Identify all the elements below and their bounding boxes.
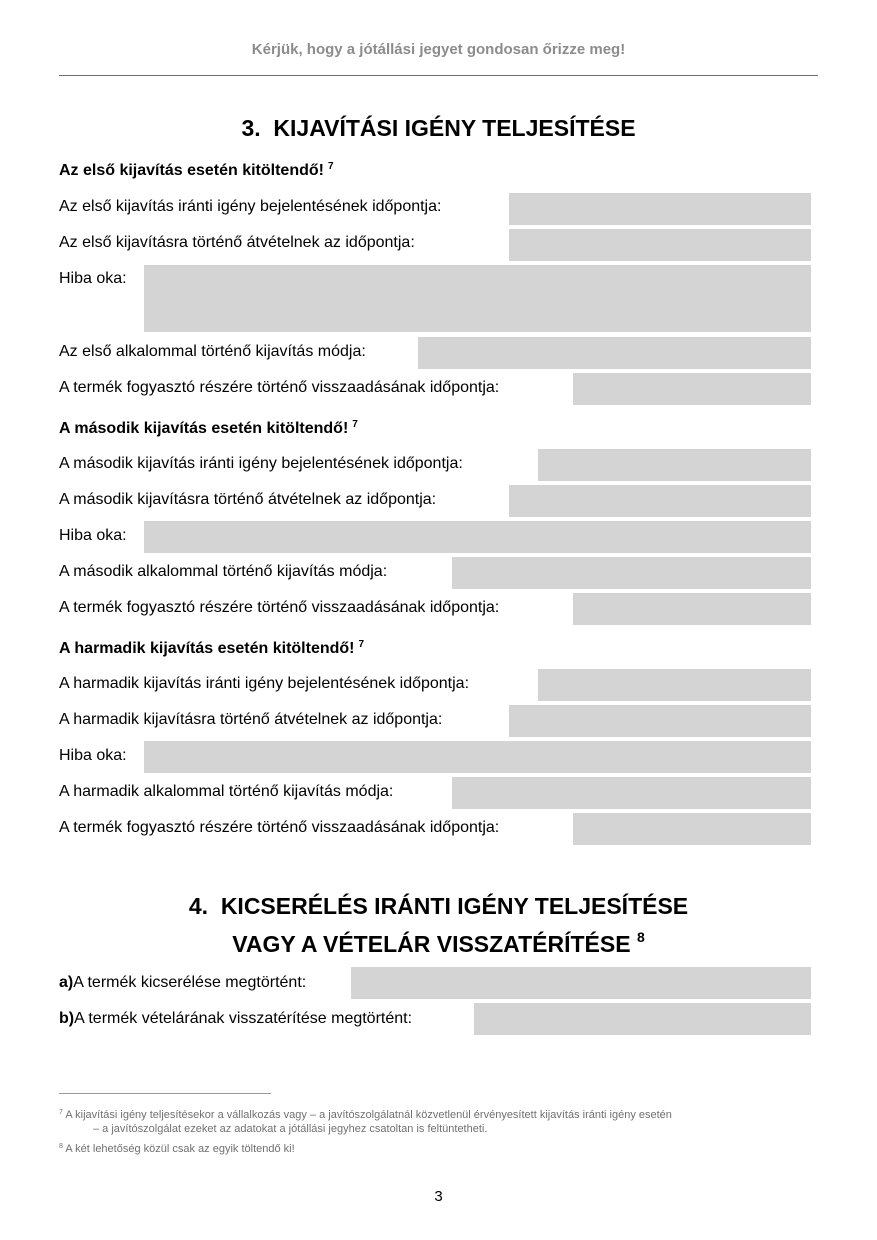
repair-3-method-label: A harmadik alkalommal történő kijavítás módja: [59, 783, 394, 800]
section-4-number: 4. [188, 893, 209, 919]
repair-2-report-date-label: A második kijavítás iránti igény bejelentésének időpontja: [59, 455, 463, 472]
footnote-ref: 7 [327, 161, 334, 172]
repair-1-receipt-date-label: Az első kijavításra történő átvételnek az időpontja: [59, 234, 415, 251]
repair-3-return-date-label: A termék fogyasztó részére történő visszaadásának időpontja: [59, 819, 500, 836]
repair-2-heading-text: A második kijavítás esetén kitöltendő! [59, 420, 349, 437]
repair-1-fault-cause-field[interactable] [144, 265, 811, 332]
repair-3-heading [59, 639, 364, 658]
repair-1-heading-text: Az első kijavítás esetén kitöltendő! [59, 162, 324, 179]
footnote-ref: 8 [636, 929, 645, 945]
option-b-marker: b) [59, 1010, 75, 1027]
repair-3-return-date-field[interactable] [573, 813, 811, 845]
repair-3-report-date-label: A harmadik kijavítás iránti igény bejelentésének időpontja: [59, 675, 470, 692]
option-a-marker: a) [59, 974, 74, 991]
section-4-title [0, 891, 877, 960]
repair-1-return-date-field[interactable] [573, 373, 811, 405]
repair-2-method-field[interactable] [452, 557, 811, 589]
section-3-title [0, 113, 877, 144]
footnote-ref: 7 [352, 419, 358, 430]
footnote-8-text: A két lehetőség közül csak az egyik töltendő ki! [65, 1143, 295, 1155]
header-note: Kérjük, hogy a jótállási jegyet gondosan őrizze meg! [251, 41, 626, 58]
repair-1-method-field[interactable] [418, 337, 811, 369]
footnote-7-line-2: – a javítószolgálat ezeket az adatokat a jótállási jegyhez csatoltan is feltüntetheti. [93, 1123, 488, 1135]
repair-1-report-date-label: Az első kijavítás iránti igény bejelentésének időpontja: [59, 198, 442, 215]
repair-2-fault-cause-label: Hiba oka: [59, 527, 127, 544]
option-a-field[interactable] [351, 967, 811, 999]
footnote-8 [59, 1140, 799, 1156]
section-4-title-text-2: VAGY A VÉTELÁR VISSZATÉRÍTÉSE [232, 931, 631, 957]
option-b-label [59, 1010, 412, 1028]
option-a-text: A termék kicserélése megtörtént: [73, 974, 307, 991]
repair-3-heading-text: A harmadik kijavítás esetén kitöltendő! [59, 640, 355, 657]
section-3-title-text: KIJAVÍTÁSI IGÉNY TELJESÍTÉSE [273, 115, 636, 141]
page-number: 3 [434, 1188, 443, 1205]
footnote-7 [59, 1106, 799, 1136]
option-a-label [59, 974, 306, 992]
repair-1-return-date-label: A termék fogyasztó részére történő visszaadásának időpontja: [59, 379, 500, 396]
repair-1-receipt-date-field[interactable] [509, 229, 811, 261]
repair-2-return-date-label: A termék fogyasztó részére történő visszaadásának időpontja: [59, 599, 500, 616]
footnote-7-line-1: A kijavítási igény teljesítésekor a vállalkozás vagy – a javítószolgálatnál közvetlenül érvényesített kijavítás iránti igény esetén [65, 1109, 672, 1121]
repair-2-heading [59, 419, 358, 438]
section-4-title-text-1: KICSERÉLÉS IRÁNTI IGÉNY TELJESÍTÉSE [220, 893, 689, 919]
repair-1-report-date-field[interactable] [509, 193, 811, 225]
option-b-text: A termék vételárának visszatérítése megtörtént: [74, 1010, 413, 1027]
repair-3-fault-cause-label: Hiba oka: [59, 747, 127, 764]
repair-2-report-date-field[interactable] [538, 449, 811, 481]
repair-2-receipt-date-field[interactable] [509, 485, 811, 517]
repair-1-method-label: Az első alkalommal történő kijavítás módja: [59, 343, 366, 360]
footnote-7-ref: 7 [59, 1109, 63, 1116]
repair-3-receipt-date-field[interactable] [509, 705, 811, 737]
option-b-field[interactable] [474, 1003, 811, 1035]
repair-2-return-date-field[interactable] [573, 593, 811, 625]
repair-1-fault-cause-label: Hiba oka: [59, 270, 127, 287]
repair-3-receipt-date-label: A harmadik kijavításra történő átvételnek az időpontja: [59, 711, 443, 728]
repair-3-fault-cause-field[interactable] [144, 741, 811, 773]
repair-1-heading [59, 161, 334, 180]
section-4-title-line-2 [0, 922, 877, 960]
section-4-title-line-1 [0, 891, 877, 922]
footnote-ref: 7 [358, 639, 365, 650]
repair-3-report-date-field[interactable] [538, 669, 811, 701]
repair-2-receipt-date-label: A második kijavításra történő átvételnek az időpontja: [59, 491, 437, 508]
section-3-number: 3. [241, 115, 261, 141]
repair-3-method-field[interactable] [452, 777, 811, 809]
repair-2-fault-cause-field[interactable] [144, 521, 811, 553]
footnote-8-ref: 8 [59, 1143, 63, 1150]
footnote-divider [59, 1093, 271, 1094]
header-divider [59, 75, 818, 76]
repair-2-method-label: A második alkalommal történő kijavítás módja: [59, 563, 388, 580]
